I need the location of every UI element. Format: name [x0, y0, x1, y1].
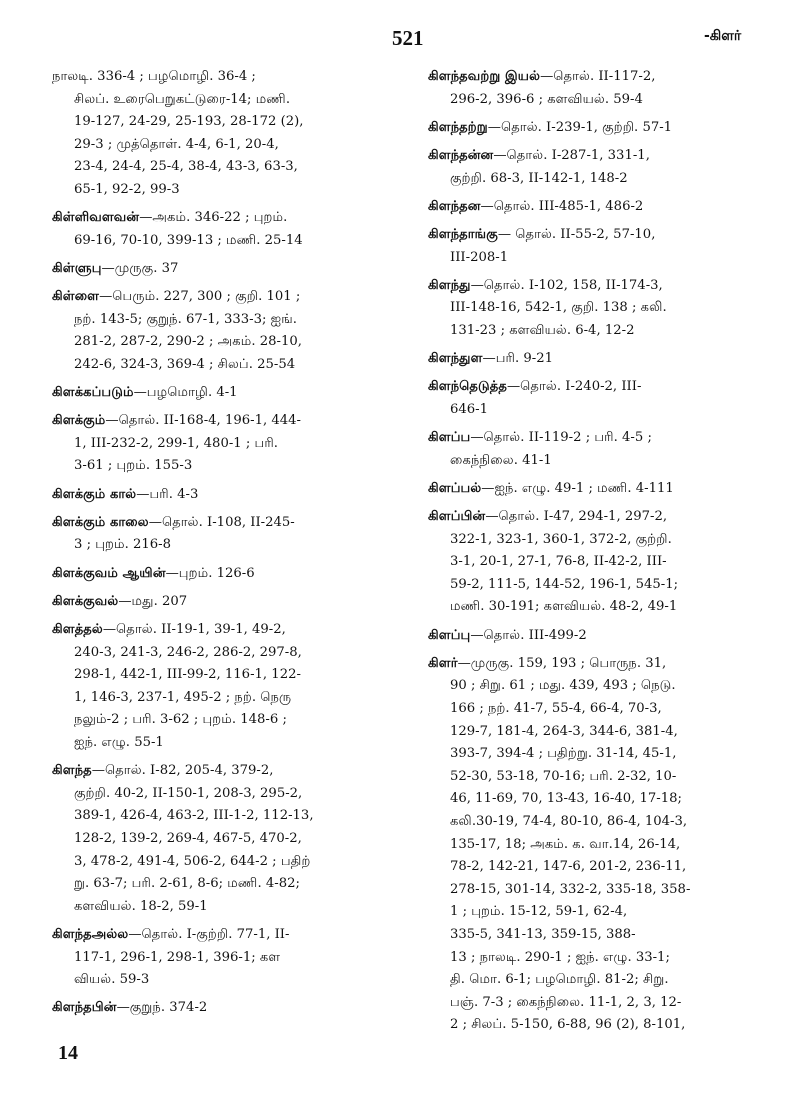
entry-first-line — [428, 625, 764, 648]
index-entry — [52, 207, 386, 252]
entry-references: 59-2, 111-5, 144-52, 196-1, 545-1; — [450, 576, 679, 592]
entry-references: கைந்நிலை. 41-1 — [450, 452, 552, 468]
entry-headword: கிள்ளிவளவன் — [52, 210, 140, 226]
index-entry — [52, 382, 386, 405]
entry-references: —தொல். I-குற்றி. 77-1, II- — [128, 926, 290, 942]
entry-references: —தொல். II-168-4, 196-1, 444- — [105, 413, 301, 429]
entry-references: —தொல். II-119-2 ; பரி. 4-5 ; — [470, 430, 652, 446]
entry-first-line — [428, 196, 764, 219]
entry-first-line — [52, 286, 386, 309]
running-head: -கிளர் — [704, 28, 742, 44]
entry-first-line — [52, 563, 386, 586]
entry-headword: கிளந்தபின் — [52, 1000, 117, 1016]
entry-references: —பரி. 4-3 — [136, 486, 199, 502]
entry-references: 3-1, 20-1, 27-1, 76-8, II-42-2, III- — [450, 554, 667, 570]
signature-mark: 14 — [58, 1042, 78, 1064]
entry-references: 166 ; நற். 41-7, 55-4, 66-4, 70-3, — [450, 700, 662, 716]
entry-references: குற்றி. 40-2, II-150-1, 208-3, 295-2, — [74, 785, 303, 801]
entry-continuation-line — [428, 596, 764, 619]
entry-references: —குறுந். 374-2 — [116, 1000, 208, 1016]
entry-headword: கிளக்கப்படும் — [52, 385, 134, 401]
entry-continuation-line — [428, 856, 764, 879]
index-entry — [428, 376, 764, 421]
index-entry — [428, 653, 764, 1037]
entry-references: —தொல். I-108, II-245- — [148, 514, 295, 530]
entry-headword: கிள்ளை — [52, 289, 100, 305]
entry-continuation-line — [52, 534, 386, 557]
entry-headword: கிளந்த — [52, 763, 92, 779]
entry-references: —புறம். 126-6 — [165, 565, 255, 581]
entry-references: 23-4, 24-4, 25-4, 38-4, 43-3, 63-3, — [74, 159, 298, 175]
entry-continuation-line — [428, 992, 764, 1015]
entry-references: 90 ; சிறு. 61 ; மது. 439, 493 ; நெடு. — [450, 678, 676, 694]
entry-headword: கிளப்ப — [428, 430, 471, 446]
entry-references: —முருகு. 37 — [101, 260, 179, 276]
entry-continuation-line — [428, 924, 764, 947]
entry-references: —தொல். III-485-1, 486-2 — [480, 198, 644, 214]
entry-references: 1, 146-3, 237-1, 495-2 ; நற். நெரு — [74, 689, 292, 705]
entry-first-line — [52, 619, 386, 642]
entry-continuation-line — [52, 309, 386, 332]
entry-continuation-line — [52, 896, 386, 919]
entry-references: 19-127, 24-29, 25-193, 28-172 (2), — [74, 114, 304, 130]
entry-continuation-line — [52, 354, 386, 377]
entry-headword: கிளக்குவல் — [52, 593, 119, 609]
entry-headword: கிளக்கும் காலை — [52, 514, 149, 530]
entry-continuation-line — [52, 331, 386, 354]
entry-continuation-line — [428, 89, 764, 112]
entry-continuation-line — [428, 969, 764, 992]
entry-continuation-line — [428, 721, 764, 744]
entry-continuation-line — [52, 89, 386, 112]
entry-first-line — [428, 478, 764, 501]
index-entry — [52, 591, 386, 614]
entry-references: 322-1, 323-1, 360-1, 372-2, குற்றி. — [450, 531, 672, 547]
entry-first-line — [428, 506, 764, 529]
entry-headword: கிளந்துள — [428, 351, 483, 367]
entry-references: 78-2, 142-21, 147-6, 201-2, 236-11, — [450, 859, 687, 875]
entry-first-line — [428, 145, 764, 168]
entry-references: பஞ். 7-3 ; கைந்நிலை. 11-1, 2, 3, 12- — [450, 994, 682, 1010]
entry-continuation-line — [52, 642, 386, 665]
index-entry — [52, 760, 386, 918]
entry-headword: கிளந்தாங்கு — [428, 226, 498, 242]
entry-continuation-line — [52, 111, 386, 134]
entry-continuation-line — [428, 675, 764, 698]
entry-references: மணி. 30-191; களவியல். 48-2, 49-1 — [450, 599, 678, 615]
entry-continuation-line — [52, 783, 386, 806]
entry-continuation-line — [52, 156, 386, 179]
entry-references: —தொல். II-19-1, 39-1, 49-2, — [102, 622, 286, 637]
entry-continuation-line — [52, 230, 386, 253]
entry-references: 389-1, 426-4, 463-2, III-1-2, 112-13, — [74, 808, 314, 824]
entry-headword: கிளப்பல் — [428, 480, 482, 496]
entry-references: 29-3 ; முத்தொள். 4-4, 6-1, 20-4, — [74, 136, 279, 152]
entry-headword: கிளர் — [428, 655, 458, 671]
entry-continuation-line — [428, 297, 764, 320]
entry-references: 2 ; சிலப். 5-150, 6-88, 96 (2), 8-101, — [450, 1017, 686, 1033]
entry-continuation-line — [428, 574, 764, 597]
entry-first-line — [428, 66, 764, 89]
index-entry — [428, 145, 764, 190]
entry-headword: கிளக்கும் கால் — [52, 486, 137, 502]
entry-continuation-line — [428, 834, 764, 857]
entry-first-line — [52, 207, 386, 230]
entry-references: —தொல். I-240-2, III- — [506, 379, 642, 395]
entry-headword: கிளந்தெடுத்த — [428, 379, 507, 395]
entry-first-line — [428, 376, 764, 399]
entry-references: —தொல். I-287-1, 331-1, — [493, 147, 650, 163]
entry-headword: கிளந்தற்று — [428, 119, 488, 135]
entry-first-line — [52, 512, 386, 535]
entry-references: 281-2, 287-2, 290-2 ; அகம். 28-10, — [74, 334, 302, 350]
entry-references: நாலடி. 336-4 ; பழமொழி. 36-4 ; — [52, 69, 256, 84]
index-column-right — [428, 66, 764, 1042]
entry-continuation-line — [428, 788, 764, 811]
entry-references: —பரி. 9-21 — [482, 351, 554, 367]
entry-references: 135-17, 18; அகம். க. வா.14, 26-14, — [450, 836, 681, 852]
entry-references: 52-30, 53-18, 70-16; பரி. 2-32, 10- — [450, 768, 677, 784]
entry-continuation-line — [52, 664, 386, 687]
entry-continuation-line — [52, 873, 386, 896]
entry-headword: கிளக்கும் — [52, 413, 106, 429]
entry-references: —முருகு. 159, 193 ; பொருந. 31, — [457, 655, 667, 671]
entry-references: 3, 478-2, 491-4, 506-2, 644-2 ; பதிற் — [74, 853, 311, 869]
index-entry — [428, 427, 764, 472]
entry-continuation-line — [428, 247, 764, 270]
entry-references: —தொல். I-82, 205-4, 379-2, — [91, 763, 274, 779]
entry-continuation-line — [428, 320, 764, 343]
entry-references: 298-1, 442-1, III-99-2, 116-1, 122- — [74, 667, 301, 683]
entry-references: —அகம். 346-22 ; புறம். — [139, 210, 288, 226]
entry-headword: கிளத்தல் — [52, 622, 103, 637]
entry-first-line — [428, 224, 764, 247]
entry-continuation-line — [52, 179, 386, 202]
entry-headword: கிளந்தன்ன — [428, 147, 494, 163]
entry-references: 1 ; புறம். 15-12, 59-1, 62-4, — [450, 904, 628, 920]
entry-references: 240-3, 241-3, 246-2, 286-2, 297-8, — [74, 644, 302, 660]
entry-references: —பெரும். 227, 300 ; குறி. 101 ; — [99, 289, 301, 305]
index-entry — [52, 619, 386, 755]
entry-references: 13 ; நாலடி. 290-1 ; ஐந். எழு. 33-1; — [450, 949, 670, 965]
entry-references: 128-2, 139-2, 269-4, 467-5, 470-2, — [74, 830, 302, 846]
entry-continuation-line — [52, 134, 386, 157]
entry-first-line — [52, 258, 386, 281]
entry-continuation-line — [428, 879, 764, 902]
entry-references: 335-5, 341-13, 359-15, 388- — [450, 926, 636, 942]
page-number: 521 — [392, 26, 424, 50]
index-entry — [52, 563, 386, 586]
index-entry — [52, 258, 386, 281]
entry-first-line — [52, 484, 386, 507]
entry-continuation-line — [52, 851, 386, 874]
entry-references: 65-1, 92-2, 99-3 — [74, 181, 180, 197]
entry-references: று. 63-7; பரி. 2-61, 8-6; மணி. 4-82; — [74, 876, 300, 892]
entry-references: —தொல். I-239-1, குற்றி. 57-1 — [487, 119, 673, 135]
entry-first-line — [52, 997, 386, 1020]
entry-references: சிலப். உரைபெறுகட்டுரை-14; மணி. — [74, 91, 291, 107]
entry-continuation-line — [428, 743, 764, 766]
entry-continuation-line — [52, 947, 386, 970]
entry-continuation-line — [52, 732, 386, 755]
entry-first-line — [428, 653, 764, 676]
entry-references: வியல். 59-3 — [74, 972, 150, 988]
index-entry — [428, 224, 764, 269]
entry-first-line — [52, 760, 386, 783]
index-entry — [428, 275, 764, 343]
entry-references: —தொல். I-102, 158, II-174-3, — [470, 277, 663, 293]
entry-first-line — [52, 66, 386, 89]
index-entry — [428, 348, 764, 371]
entry-continuation-line — [52, 709, 386, 732]
entry-headword: கிளப்பு — [428, 627, 471, 643]
index-entry — [52, 484, 386, 507]
entry-continuation-line — [428, 551, 764, 574]
index-entry — [428, 66, 764, 111]
entry-first-line — [52, 410, 386, 433]
entry-references: 131-23 ; களவியல். 6-4, 12-2 — [450, 322, 635, 338]
entry-headword: கிளந்தஅல்ல — [52, 926, 129, 942]
entry-references: —தொல். I-47, 294-1, 297-2, — [485, 509, 668, 525]
index-entry — [52, 66, 386, 202]
index-entry — [52, 924, 386, 992]
entry-references: —ஐந். எழு. 49-1 ; மணி. 4-111 — [481, 480, 674, 496]
entry-continuation-line — [428, 1014, 764, 1037]
index-entry — [428, 478, 764, 501]
entry-references: —தொல். II-117-2, — [540, 69, 656, 84]
entry-continuation-line — [428, 450, 764, 473]
entry-continuation-line — [52, 687, 386, 710]
entry-continuation-line — [52, 969, 386, 992]
entry-continuation-line — [52, 433, 386, 456]
entry-references: ஐந். எழு. 55-1 — [74, 734, 164, 750]
entry-headword: கிளந்தவற்று இயல் — [428, 69, 541, 84]
entry-headword: கிளந்து — [428, 277, 471, 293]
entry-headword: கிள்ளுபு — [52, 260, 102, 276]
entry-continuation-line — [428, 698, 764, 721]
index-entry — [52, 286, 386, 376]
entry-continuation-line — [52, 455, 386, 478]
entry-references: —தொல். III-499-2 — [470, 627, 587, 643]
entry-references: கலி.30-19, 74-4, 80-10, 86-4, 104-3, — [450, 813, 688, 829]
entry-continuation-line — [428, 947, 764, 970]
entry-continuation-line — [428, 811, 764, 834]
entry-headword: கிளப்பின் — [428, 509, 486, 525]
entry-references: 296-2, 396-6 ; களவியல். 59-4 — [450, 91, 643, 107]
index-entry — [52, 997, 386, 1020]
entry-references: 3-61 ; புறம். 155-3 — [74, 458, 193, 474]
entry-references: 1, III-232-2, 299-1, 480-1 ; பரி. — [74, 435, 279, 451]
entry-references: III-148-16, 542-1, குறி. 138 ; கலி. — [450, 300, 667, 316]
index-entry — [428, 625, 764, 648]
entry-references: — தொல். II-55-2, 57-10, — [497, 226, 656, 242]
entry-continuation-line — [52, 828, 386, 851]
index-entry — [428, 117, 764, 140]
index-entry — [52, 512, 386, 557]
entry-references: 242-6, 324-3, 369-4 ; சிலப். 25-54 — [74, 356, 296, 372]
index-entry — [428, 196, 764, 219]
entry-references: 117-1, 296-1, 298-1, 396-1; கள — [74, 949, 281, 965]
entry-continuation-line — [428, 901, 764, 924]
entry-continuation-line — [428, 168, 764, 191]
entry-references: 393-7, 394-4 ; பதிற்று. 31-14, 45-1, — [450, 746, 677, 762]
entry-continuation-line — [428, 766, 764, 789]
entry-first-line — [52, 382, 386, 405]
entry-references: 3 ; புறம். 216-8 — [74, 537, 172, 553]
entry-first-line — [52, 591, 386, 614]
entry-references: 278-15, 301-14, 332-2, 335-18, 358- — [450, 881, 691, 897]
entry-references: III-208-1 — [450, 249, 509, 265]
entry-continuation-line — [428, 529, 764, 552]
index-column-left — [52, 66, 386, 1025]
entry-references: 69-16, 70-10, 399-13 ; மணி. 25-14 — [74, 232, 303, 248]
entry-references: 46, 11-69, 70, 13-43, 16-40, 17-18; — [450, 791, 682, 807]
entry-first-line — [428, 427, 764, 450]
entry-first-line — [428, 117, 764, 140]
entry-headword: கிளந்தன — [428, 198, 481, 214]
entry-first-line — [428, 348, 764, 371]
entry-references: —பழமொழி. 4-1 — [133, 385, 238, 401]
entry-references: தி. மொ. 6-1; பழமொழி. 81-2; சிறு. — [450, 972, 669, 988]
entry-first-line — [52, 924, 386, 947]
entry-first-line — [428, 275, 764, 298]
entry-continuation-line — [52, 805, 386, 828]
entry-references: குற்றி. 68-3, II-142-1, 148-2 — [450, 170, 628, 186]
index-entry — [52, 410, 386, 478]
entry-references: களவியல். 18-2, 59-1 — [74, 898, 208, 914]
entry-references: நற். 143-5; குறுந். 67-1, 333-3; ஐங். — [74, 311, 297, 327]
entry-references: நலும்-2 ; பரி. 3-62 ; புறம். 148-6 ; — [74, 712, 287, 728]
index-entry — [428, 506, 764, 619]
entry-references: 646-1 — [450, 401, 489, 417]
entry-headword: கிளக்குவம் ஆயின் — [52, 565, 166, 581]
entry-references: 129-7, 181-4, 264-3, 344-6, 381-4, — [450, 723, 678, 739]
entry-references: —மது. 207 — [118, 593, 188, 609]
entry-continuation-line — [428, 399, 764, 422]
